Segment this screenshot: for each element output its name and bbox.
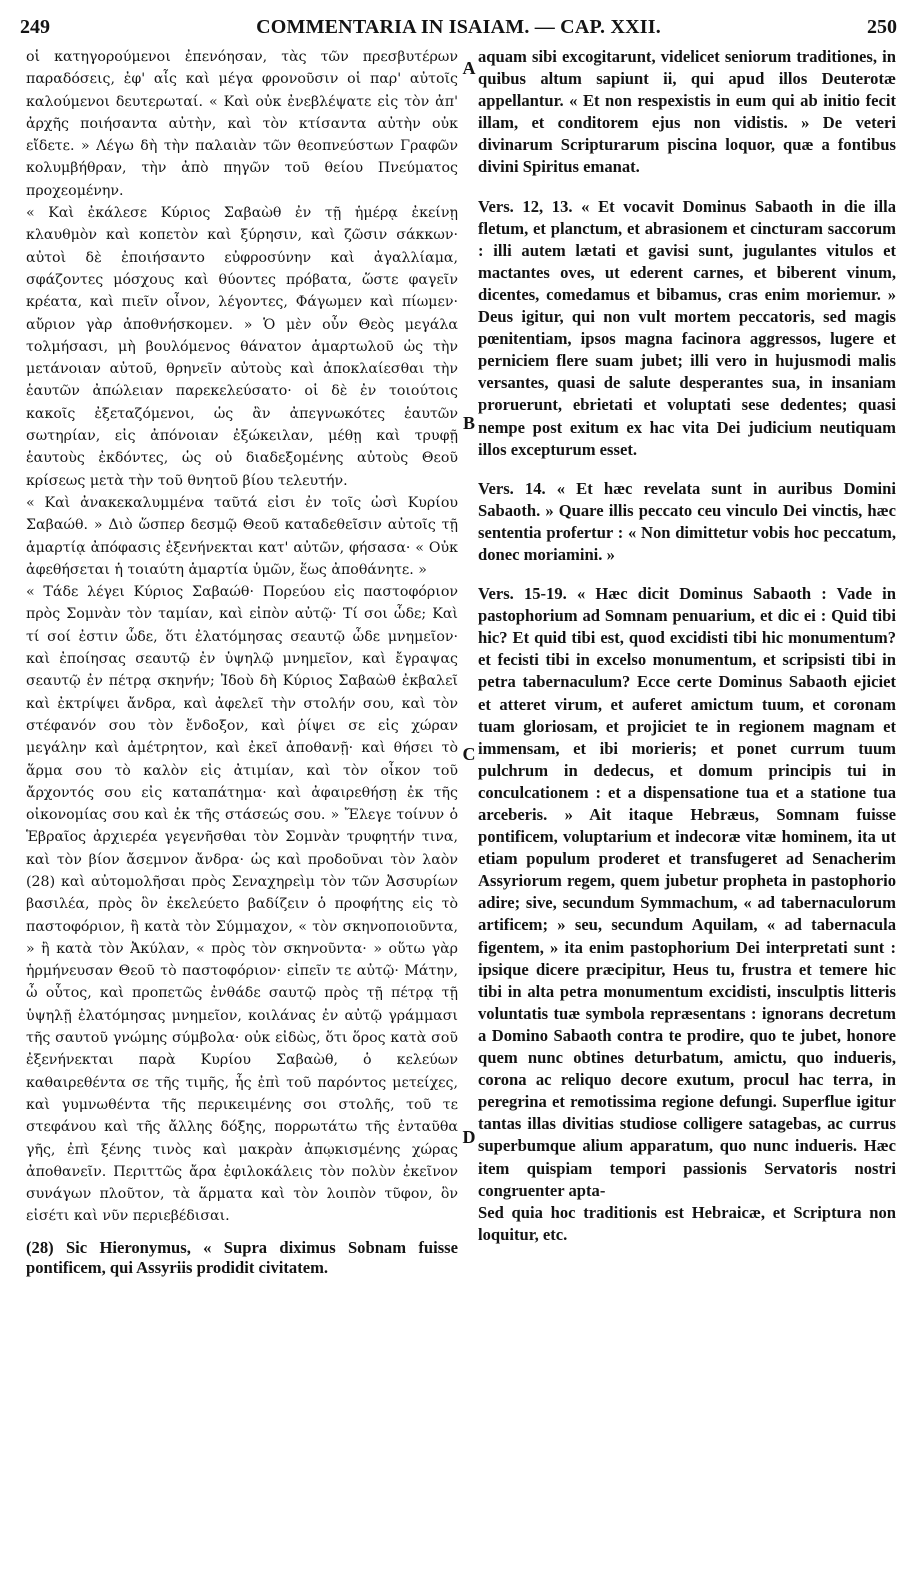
page-number-right: 250 xyxy=(867,16,897,38)
latin-paragraph: Vers. 12, 13. « Et vocavit Dominus Sabaoth in die illa fletum, et planctum, et abrasionem et cincturam saccorum : illi autem lætati et gavisi sunt, jugulantes vitulos et mactantes oves, ut ederent carnes, et biberent vinum, dicentes, comedamus et bibamus, cras enim moriemur. » Deus igitur, qui non vult mortem peccatoris, sed magis pœnitentiam, ipsos magna facinora aggressos, lugere et perniciem flere suam jubet; illi vero in hujusmodi malis versantes, quasi de salute desperantes sua, in insaniam proruerunt, ebrietati et voluptati sese dedentes; quasi nempe post exitum ex hac vita Dei judicium neutiquam illos excepturum esset. xyxy=(478,196,896,459)
margin-marker-a: A xyxy=(462,58,476,78)
margin-marker-b: B xyxy=(462,413,475,433)
margin-marker-d: D xyxy=(462,1127,476,1147)
latin-paragraph: Vers. 15-19. « Hæc dicit Dominus Sabaoth : Vade in pastophorium ad Somnam penuarium, et dic ei : Quid tibi hic? Et quid tibi est, quod excidisti tibi hic monumentum? et fecisti tibi in excelso monumentum, et scripsisti tibi in petra tabernaculum? Ecce certe Dominus Sabaoth ejiciet et atteret virum, et auferet amictum tuum, et coronam tuam gloriosam, et projiciet te in regionem magnam et immensam, et ibi morieris; et ponet currum tuum pulchrum in dedecus, et domum principis tui in conculcationem : et a dispensatione tua et a statione tua arceberis. » Ait itaque Hebræus, Somnam fuisse pontificem, voluptarium et indecoræ vitæ hominem, ita ut etiam populum proderet et transfugeret ad Senacherim Assyriorum regem, quem jubetur propheta in pastophorio adire; sive, secundum Symmachum, « ad tabernaculorum artificem; » seu, secundum Aquilam, « ad tabernacula figentem, » ita enim pastophorium Dei interpretati sunt : ipsique dicere præcipitur, Heus tu, frustra et temere hic tibi in alta petra monumentum excidisti, insculptis litteris voluntatis tuæ symbola repræsentans : ignorans decretum a Domino Sabaoth contra te prodire, quo te jubet, honore quem nunc obtines deturbatum, amictu, quo indueris, corona ac reliquo decore exutum, procul hac terra, in peregrina et remotissima regione defungi. Superflue igitur tantas illas divitias studiose colligere satagebas, ac currus superbumque alium apparatum, quo nunc indueris. Hæc item quispiam tempori passionis Servatoris nostri congruenter apta- xyxy=(478,584,896,1200)
page-number-left: 249 xyxy=(20,16,50,38)
greek-paragraph: οἱ κατηγορούμενοι ἐπενόησαν, τὰς τῶν πρεσβυτέρων παραδόσεις, ἐφ' αἷς καὶ μέγα φρονοῦσιν οἱ παρ' αὐτοῖς καλούμενοι δευτερωταί. « Καὶ οὐκ ἐνεβλέψατε εἰς τὸν ἀπ' ἀρχῆς ποιήσαντα αὐτὴν, καὶ τὸν κτίσαντα αὐτὴν οὐκ εἴδετε. » Λέγω δὴ τὴν παλαιὰν τῶν θεοπνεύστων Γραφῶν κολυμβήθραν, τὴν ἀπὸ πηγῶν τοῦ θείου Πνεύματος προχεομένην. xyxy=(26,49,458,199)
greek-column xyxy=(26,46,458,1278)
greek-paragraph: « Τάδε λέγει Κύριος Σαβαώθ· Πορεύου εἰς παστοφόριον πρὸς Σομνὰν τὸν ταμίαν, καὶ εἰπὸν αὐτῷ· Τί σοι ὧδε; Καὶ τί σοί ἐστιν ὧδε, ὅτι ἐλατόμησας σεαυτῷ ὧδε μνημεῖον· καὶ ἐποίησας σεαυτῷ ἐν ὑψηλῷ μνημεῖον, καὶ ἔγραψας σεαυτῷ ἐν πέτρᾳ σκηνήν; Ἰδοὺ δὴ Κύριος Σαβαὼθ ἐκβαλεῖ καὶ ἐκτρίψει ἄνδρα, καὶ ἀφελεῖ τὴν στολήν σου, καὶ τὸν στέφανόν σου τὸν ἔνδοξον, καὶ ῥίψει σε εἰς χώραν μεγάλην καὶ ἀμέτρητον, καὶ ἐκεῖ ἀποθανῇ· καὶ θήσει τὸ ἅρμα σου τὸ καλὸν εἰς ἀτιμίαν, καὶ τὸν οἶκον τοῦ ἄρχοντός σου εἰς καταπάτημα· καὶ ἀφαιρεθήσῃ ἐκ τῆς οἰκονομίας σου καὶ ἐκ τῆς στάσεώς σου. » Ἔλεγε τοίνυν ὁ Ἑβραῖος ἀρχιερέα γεγενῆσθαι τὸν Σομνὰν τρυφητήν τινα, καὶ τὸν βίον ἄσεμνον ἄνδρα· ὡς καὶ προδοῦναι τὸν λαὸν (28) καὶ αὐτομολῆσαι πρὸς Σεναχηρεὶμ τὸν τῶν Ἀσσυρίων βασιλέα, πρὸς ὃν ἐκελεύετο βαδίζειν ὁ προφήτης εἰς τὸ παστοφόριον, ἢ κατὰ τὸν Σύμμαχον, « τὸν σκηνοποιοῦντα, » ἢ κατὰ τὸν Ἀκύλαν, « πρὸς τὸν σκηνοῦντα· » οὕτω γὰρ ἡρμήνευσαν Θεοῦ τὸ παστοφόριον· εἰπεῖν τε αὐτῷ· Μάτην, ὦ οὗτος, καὶ προπετῶς ἐνθάδε σαυτῷ πρὸς τῇ πέτρᾳ τῇ ὑψηλῇ ἐλατόμησας μνημεῖον, κοιλάνας ἐν αὐτῷ γράμμασι τῆς σαυτοῦ γνώμης σύμβολα· οὐκ εἰδὼς, ὅτι ὅρος κατὰ σοῦ ἐξενήνεκται παρὰ Κυρίου Σαβαὼθ, ὁ κελεύων καθαιρεθέντα σε τῆς τιμῆς, ἧς ἐπὶ τοῦ παρόντος μετείχες, καὶ γυμνωθέντα τῆς περικειμένης σοι στολῆς, τοῦ τε στεφάνου καὶ τῆς ἄλλης δόξης, πορρωτάτω τῆς ἐνταῦθα γῆς, ἐπὶ ξένης τινὸς καὶ μακρὰν ἀπῳκισμένης χώρας ἀποθανεῖν. Περιττῶς ἄρα ἐφιλοκάλεις τὸν πολὺν ἐκεῖνον συνάγων πλοῦτον, τὰ ἅρματα καὶ τὸν λοιπὸν τῦφον, ὃν εἰσέτι καὶ νῦν περιεβέδισαι. xyxy=(26,584,458,1225)
running-header xyxy=(20,16,897,46)
running-title: COMMENTARIA IN ISAIAM. — CAP. XXII. xyxy=(256,16,661,38)
latin-paragraph: aquam sibi excogitarunt, videlicet seniorum traditiones, in quibus altum sapiunt ii, qui apud illos Deuterotæ appellantur. « Et non respexistis in eum qui ab initio fecit illam, et conditorem ejus non vidistis. » De veteri divinarum Scripturarum piscina loquor, quæ a fontibus divini Spiritus emanat. xyxy=(478,47,896,177)
footnote: (28) Sic Hieronymus, « Supra diximus Sobnam fuisse pontificem, qui Assyriis prodidit civitatem. xyxy=(26,1237,458,1277)
greek-paragraph: « Καὶ ἐκάλεσε Κύριος Σαβαὼθ ἐν τῇ ἡμέρᾳ ἐκείνῃ κλαυθμὸν καὶ κοπετὸν καὶ ξύρησιν, καὶ ζῶσιν σάκκων· αὐτοὶ δὲ ἐποιήσαντο εὐφροσύνην καὶ ἀγαλλίαμα, σφάζοντες μόσχους καὶ θύοντες πρόβατα, ὥστε φαγεῖν κρέατα, καὶ πιεῖν οἶνον, λέγοντες, Φάγωμεν καὶ πίωμεν· αὔριον γὰρ ἀποθνήσκομεν. » Ὁ μὲν οὖν Θεὸς μεγάλα τολμήσασι, μὴ βουλόμενος θάνατον ἁμαρτωλοῦ ὡς τὴν μετάνοιαν αὐτοῦ, θρηνεῖν αὐτοὺς καὶ ἀποκλαίεσθαι τὴν ἑαυτῶν ἀπώλειαν παρεκελεύσατο· οἱ δὲ ἐν τοιούτοις κακοῖς ἐξεταζόμενοι, ὡς ἂν ἀπεγνωκότες ἑαυτῶν σωτηρίαν, εἰς ἀπόνοιαν ἐξώκειλαν, μέθῃ καὶ τρυφῇ ἑαυτοὺς ἐκδόντες, ὡς οὐ διαδεξομένης αὐτοὺς Θεοῦ κρίσεως μετὰ τὴν τοῦ θνητοῦ βίου τελευτήν. xyxy=(26,205,458,489)
latin-column xyxy=(478,46,896,1246)
latin-paragraph: Vers. 14. « Et hæc revelata sunt in auribus Domini Sabaoth. » Quare illis peccato ceu vinculo Dei vinctis, hæc sententia profertur : « Non dimittetur vobis hoc peccatum, donec moriamini. » xyxy=(478,478,896,564)
latin-paragraph: Sed quia hoc traditionis est Hebraicæ, et Scriptura non loquitur, etc. xyxy=(478,1202,896,1244)
greek-paragraph: « Καὶ ἀνακεκαλυμμένα ταῦτά εἰσι ἐν τοῖς ὠσὶ Κυρίου Σαβαώθ. » Διὸ ὥσπερ δεσμῷ Θεοῦ καταδεθεῖσιν αὐτοῖς τῇ ἁμαρτίᾳ ἀπόφασις ἐξενήνεκται κατ' αὐτῶν, φήσασα· « Οὐκ ἀφεθήσεται ἡ τοιαύτη ἁμαρτία ὑμῶν, ἕως ἀποθάνητε. » xyxy=(26,494,458,578)
margin-marker-c: C xyxy=(462,744,476,764)
